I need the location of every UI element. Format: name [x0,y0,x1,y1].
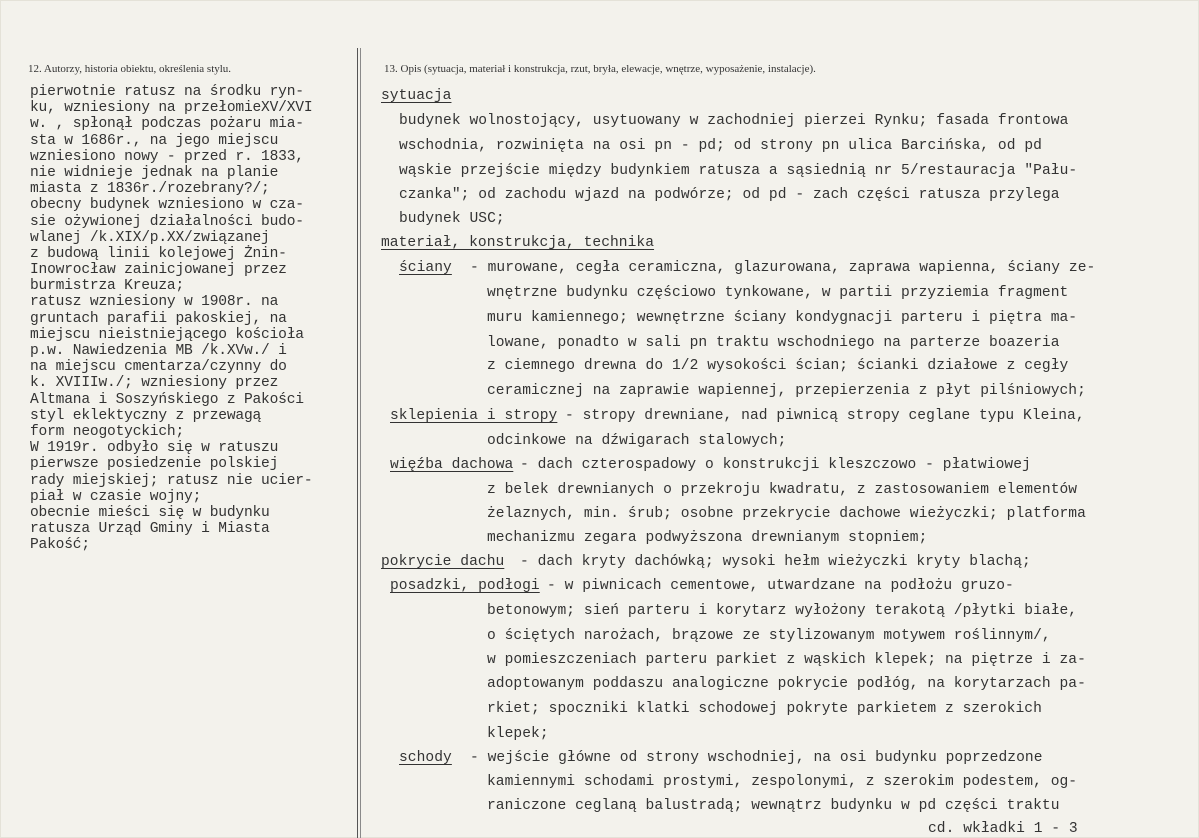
left-column-header: 12. Autorzy, historia obiektu, określenia stylu. [28,63,232,75]
history-line: pierwsze posiedzenie polskiej [30,456,279,473]
sciany-line: lowane, ponadto w sali pn traktu wschodniego na parterze boazeria [487,335,1060,351]
history-line: sie ożywionej działalności budo- [30,213,304,230]
label-posadzki: posadzki, podłogi [390,578,540,594]
sciany-line: ceramicznej na zaprawie wapiennej, przepierzenia z płyt pilśniowych; [487,383,1086,399]
right-column-header: 13. Opis (sytuacja, materiał i konstrukcja, rzut, bryła, elewacje, wnętrze, wyposażenie, instalacje). [384,63,816,75]
continuation-note: cd. wkładki 1 - 3 [928,821,1078,837]
label-sciany: ściany [399,260,452,276]
sklepienia-line: odcinkowe na dźwigarach stalowych; [487,433,787,449]
history-line: rady miejskiej; ratusz nie ucier- [30,472,313,489]
history-line: Inowrocław zainicjowanej przez [30,262,287,279]
schody-line: raniczone ceglaną balustradą; wewnątrz budynku w pd części traktu [487,798,1060,814]
schody-line: kamiennymi schodami prostymi, zespolonymi, z szerokim podestem, og- [487,774,1078,790]
history-line: Pakość; [30,537,90,554]
history-line: styl eklektyczny z przewagą [30,407,262,424]
posadzki-line: adoptowanym poddaszu analogiczne pokrycie podłóg, na korytarzach pa- [487,676,1086,692]
history-line: obecny budynek wzniesiono w cza- [30,197,304,214]
wiezba-line: żelaznych, min. śrub; osobne przekrycie dachowe wieżyczki; platforma [487,506,1086,522]
history-line: pierwotnie ratusz na środku ryn- [30,84,304,100]
label-schody: schody [399,750,452,766]
history-line: w. , spłonął podczas pożaru mia- [30,116,304,133]
schody-line: - wejście główne od strony wschodniej, na osi budynku poprzedzone [470,750,1043,766]
history-line: obecnie mieści się w budynku [30,504,270,521]
label-pokrycie: pokrycie dachu [381,554,505,570]
pokrycie-line: - dach kryty dachówką; wysoki hełm wieżyczki kryty blachą; [520,554,1031,570]
sciany-line: muru kamiennego; wewnętrzne ściany kondygnacji parteru i piętra ma- [487,310,1078,326]
posadzki-line: - w piwnicach cementowe, utwardzane na podłożu gruzo- [547,578,1014,594]
sciany-line: z ciemnego drewna do 1/2 wysokości ścian; ścianki działowe z cegły [487,358,1069,374]
heading-material: materiał, konstrukcja, technika [381,235,655,251]
sciany-line: - murowane, cegła ceramiczna, glazurowana, zaprawa wapienna, ściany ze- [470,260,1096,276]
history-line: form neogotyckich; [30,423,185,440]
sytuacja-line: budynek wolnostojący, usytuowany w zachodniej pierzei Rynku; fasada frontowa [399,113,1069,129]
history-line: ratusza Urząd Gminy i Miasta [30,521,270,538]
history-line: Altmana i Soszyńskiego z Pakości [30,391,304,408]
sklepienia-line: - stropy drewniane, nad piwnicą stropy ceglane typu Kleina, [565,408,1085,424]
history-line: ku, wzniesiony na przełomieXV/XVI [30,100,313,117]
history-line: nie widnieje jednak na planie [30,164,279,181]
history-line: miejscu nieistniejącego kościoła [30,326,304,343]
label-wiezba: więźba dachowa [390,457,514,473]
sytuacja-line: wschodnia, rozwinięta na osi pn - pd; od strony pn ulica Barcińska, od pd [399,138,1042,154]
history-line: W 1919r. odbyło się w ratuszu [30,440,279,457]
history-line: gruntach parafii pakoskiej, na [30,310,287,327]
sytuacja-line: wąskie przejście między budynkiem ratusza a sąsiednią nr 5/restauracja "Pału- [399,163,1078,179]
history-line: wzniesiono nowy - przed r. 1833, [30,148,304,165]
history-line: miasta z 1836r./rozebrany?/; [30,181,270,198]
history-line: z budową linii kolejowej Żnin- [30,245,287,262]
posadzki-line: w pomieszczeniach parteru parkiet z wąskich klepek; na piętrze i za- [487,652,1086,668]
history-line: p.w. Nawiedzenia MB /k.XVw./ i [30,343,287,359]
history-line: ratusz wzniesiony w 1908r. na [30,294,279,311]
history-line: k. XVIIIw./; wzniesiony przez [30,375,279,392]
heading-sytuacja: sytuacja [381,88,452,104]
history-line: wlanej /k.XIX/p.XX/związanej [30,229,270,246]
wiezba-line: mechanizmu zegara podwyższona drewnianym stopniem; [487,530,928,546]
posadzki-line: rkiet; spoczniki klatki schodowej pokryte parkietem z szerokich [487,701,1042,717]
history-line: piał w czasie wojny; [30,488,202,505]
label-sklepienia: sklepienia i stropy [390,408,558,424]
sytuacja-line: budynek USC; [399,211,505,227]
posadzki-line: o ściętych narożach, brązowe ze stylizowanym motywem roślinnym/, [487,628,1051,644]
history-line: sta w 1686r., na jego miejscu [30,132,279,149]
posadzki-line: betonowym; sień parteru i korytarz wyłożony terakotą /płytki białe, [487,603,1078,619]
history-line: na miejscu cmentarza/czynny do [30,359,287,376]
history-line: burmistrza Kreuza; [30,278,185,295]
sytuacja-line: czanka"; od zachodu wjazd na podwórze; od pd - zach części ratusza przylega [399,187,1060,203]
wiezba-line: z belek drewnianych o przekroju kwadratu, z zastosowaniem elementów [487,482,1078,498]
sciany-line: wnętrzne budynku częściowo tynkowane, w partii przyziemia fragment [487,285,1069,301]
posadzki-line: klepek; [487,726,549,742]
wiezba-line: - dach czterospadowy o konstrukcji kleszczowo - płatwiowej [520,457,1031,473]
